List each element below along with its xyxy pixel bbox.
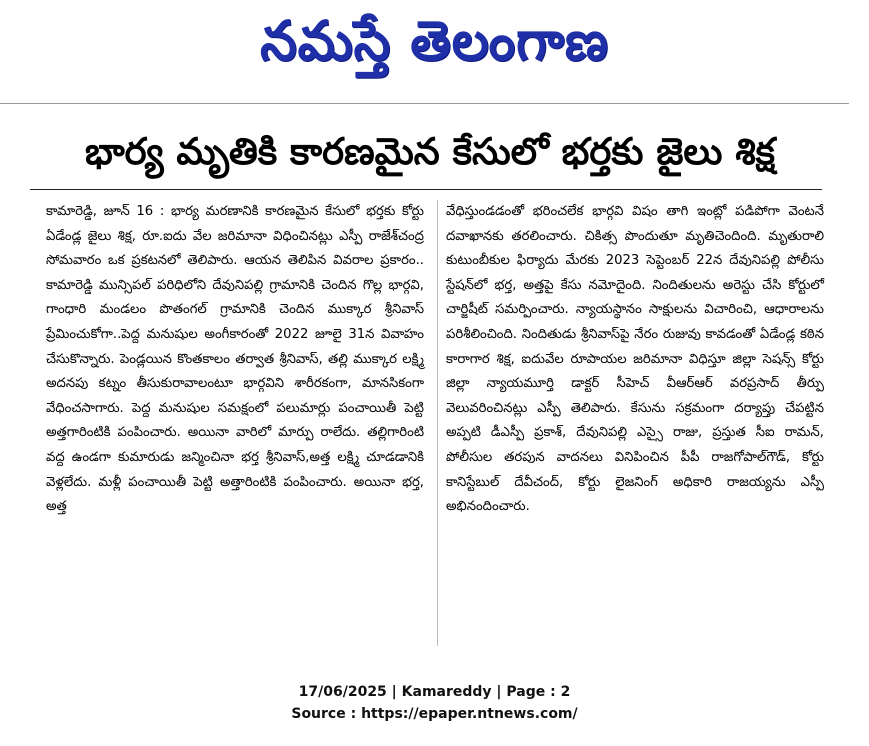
masthead	[0, 0, 869, 96]
article-column-left	[46, 200, 424, 520]
newspaper-logo: నమస్తే తెలంగాణ	[260, 9, 609, 73]
article-text-left: కామారెడ్డి, జూన్ 16 : భార్య మరణానికి కారణమైన కేసులో భర్తకు కోర్టు ఏడేండ్ల జైలు శిక్ష, రూ.ఐదు వేల జరిమానా విధించినట్లు ఎస్పీ రాజేశ్‌చంద్ర సోమవారం ఒక ప్రకటనలో తెలిపారు. ఆయన తెలిపిన వివరాల ప్రకారం.. కామారెడ్డి మున్సిపల్ పరిధిలోని దేవునిపల్లి గ్రామానికి చెందిన గొల్ల భార్గవి, గాంధారి మండలం పొతంగల్ గ్రామానికి చెందిన ముక్కార శ్రీనివాస్ ప్రేమించుకోగా..పెద్ద మనుషుల అంగీకారంతో 2022 జూలై 31న వివాహం చేసుకొన్నారు. పెండ్లయిన కొంతకాలం తర్వాత శ్రీనివాస్, తల్లి ముక్కార లక్ష్మి అదనపు కట్నం తీసుకురావాలంటూ భార్గవిని శారీరకంగా, మానసికంగా వేధించసాగారు. పెద్ద మనుషుల సమక్షంలో పలుమార్లు పంచాయితీ పెట్టి అత్తగారింటికి పంపించారు. అయినా వారిలో మార్పు రాలేదు. తల్లిగారింటి వద్ద ఉండగా కుమారుడు జన్మించినా భర్త శ్రీనివాస్,అత్త లక్ష్మి చూడడానికి వెళ్లలేదు. మళ్లీ పంచాయితీ పెట్టి అత్తారింటికి పంపించారు. అయినా భర్త, అత్త	[46, 204, 424, 515]
column-divider	[437, 200, 438, 646]
article-text-right: వేధిస్తుండడంతో భరించలేక భార్గవి విషం తాగి ఇంట్లో పడిపోగా వెంటనే దవాఖానకు తరలించారు. చికిత్స పొందుతూ మృతిచెందింది. మృతురాలి కుటుంబీకుల ఫిర్యాదు మేరకు 2023 సెప్టెంబర్ 22న దేవునిపల్లి పోలీసు స్టేషన్‌లో భర్త, అత్తపై కేసు నమోదైంది. నిందితులను అరెస్టు చేసి కోర్టులో చార్జిషీట్ సమర్పించారు. న్యాయస్థానం సాక్షులను విచారించి, ఆధారాలను పరిశీలించింది. నిందితుడు శ్రీనివాస్‌పై నేరం రుజువు కావడంతో ఏడేండ్ల కఠిన కారాగార శిక్ష, ఐదువేల రూపాయల జరిమానా విధిస్తూ జిల్లా సెషన్స్ కోర్టు జిల్లా న్యాయమూర్తి డాక్టర్ సీహెచ్ వీఆర్ఆర్ వరప్రసాద్ తీర్పు వెలువరించినట్లు ఎస్పీ తెలిపారు. కేసును సక్రమంగా దర్యాప్తు చేపట్టిన అప్పటి డీఎస్పీ ప్రకాశ్, దేవునిపల్లి ఎస్సై రాజు, ప్రస్తుత సీఐ రామన్, పోలీసుల తరపున వాదనలు వినిపించిన పీపీ రాజగోపాల్‌గౌడ్, కోర్టు కానిస్టేబుల్ దేవీచంద్, కోర్టు లైజనింగ్ అధికారి రాజయ్యను ఎస్పీ అభినందించారు.	[446, 204, 824, 515]
headline-rule	[30, 189, 822, 190]
article-column-right	[446, 200, 824, 520]
article-headline: భార్య మృతికి కారణమైన కేసులో భర్తకు జైలు శిక్ష	[84, 130, 775, 173]
clip-border-top	[0, 103, 849, 104]
footer-date-line: 17/06/2025 | Kamareddy | Page : 2	[298, 684, 571, 700]
footer-source-line: Source : https://epaper.ntnews.com/	[291, 706, 578, 722]
